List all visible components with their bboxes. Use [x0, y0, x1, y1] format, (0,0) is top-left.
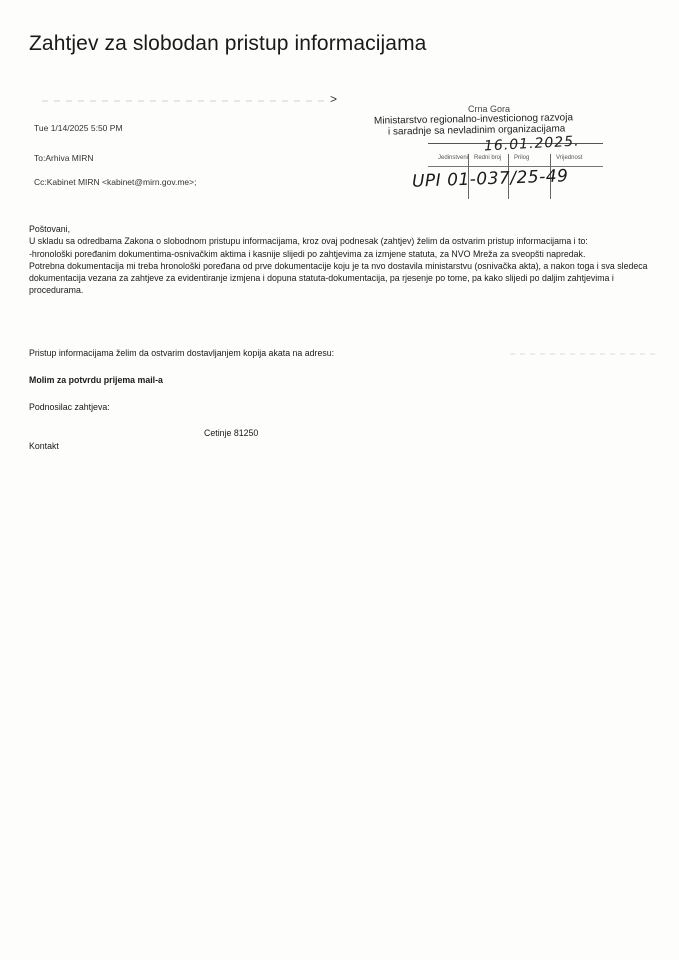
paragraph-3: Potrebna dokumentacija mi treba hronološki poređana od prve dokumentacije koju je ta nvo dostavila ministarstvu (osnivačka akta), a nakon toga i sva sledeca dokumentacija vezana za zahtjeve za evidentiranje izmjena i dopuna statuta-dokumentacija, pa rjesenje po tome, pa kako slijedi po daljim zahtjevima i procedurama. — [29, 260, 648, 296]
address-line: Pristup informacijama želim da ostvarim dostavljanjem kopija akata na adresu: — [29, 348, 335, 358]
redacted-address — [510, 353, 660, 355]
sender-line — [34, 94, 344, 108]
letter-body — [29, 223, 654, 297]
applicant-city: Cetinje 81250 — [204, 428, 259, 438]
redacted-sender — [42, 100, 327, 102]
greeting: Poštovani, — [29, 224, 71, 234]
confirm-request: Molim za potvrdu prijema mail-a — [29, 375, 163, 385]
stamp-col-att: Prilog — [514, 155, 530, 161]
stamp-col-org: Jedinstveni — [438, 155, 469, 161]
stamp-received-date: 16.01.2025. — [483, 133, 580, 155]
registry-stamp — [368, 100, 616, 200]
sent-date: Tue 1/14/2025 5:50 PM — [34, 123, 123, 133]
to-prefix: To: — [34, 153, 46, 163]
paragraph-1: U skladu sa odredbama Zakona o slobodnom pristupu informacijama, kroz ovaj podnesak (zahtjev) želim da ostvarim pristup informacijama i to: — [29, 236, 588, 247]
contact-label: Kontakt — [29, 441, 59, 451]
cc-recipient: Kabinet MIRN <kabinet@mirn.gov.me>; — [46, 177, 197, 187]
stamp-case-number: UPI 01-037/25-49 — [411, 166, 569, 192]
sender-arrow: > — [330, 92, 338, 106]
to-line — [34, 153, 94, 163]
document-title: Zahtjev za slobodan pristup informacijama — [29, 32, 427, 55]
stamp-ministry-line2: i saradnje sa nevladinim organizacijama — [387, 123, 566, 138]
stamp-col-val: Vrijednost — [556, 155, 583, 161]
applicant-label: Podnosilac zahtjeva: — [29, 402, 110, 412]
to-recipient: Arhiva MIRN — [45, 153, 94, 163]
stamp-country: Crna Gora — [468, 104, 511, 114]
cc-line — [34, 177, 196, 187]
stamp-table — [411, 133, 603, 199]
cc-prefix: Cc: — [34, 177, 47, 187]
stamp-col-reg: Redni broj — [474, 155, 502, 161]
stamp-header-row — [428, 154, 603, 167]
stamp-ministry-line1: Ministarstvo regionalno-investicionog razvoja — [373, 112, 574, 127]
paragraph-2: -hronološki poređanim dokumentima-osnivačkim aktima i kasnije slijedi po zahtjevima za izmjene statuta, za NVO Mreža za sveopšti napredak. — [29, 248, 586, 259]
